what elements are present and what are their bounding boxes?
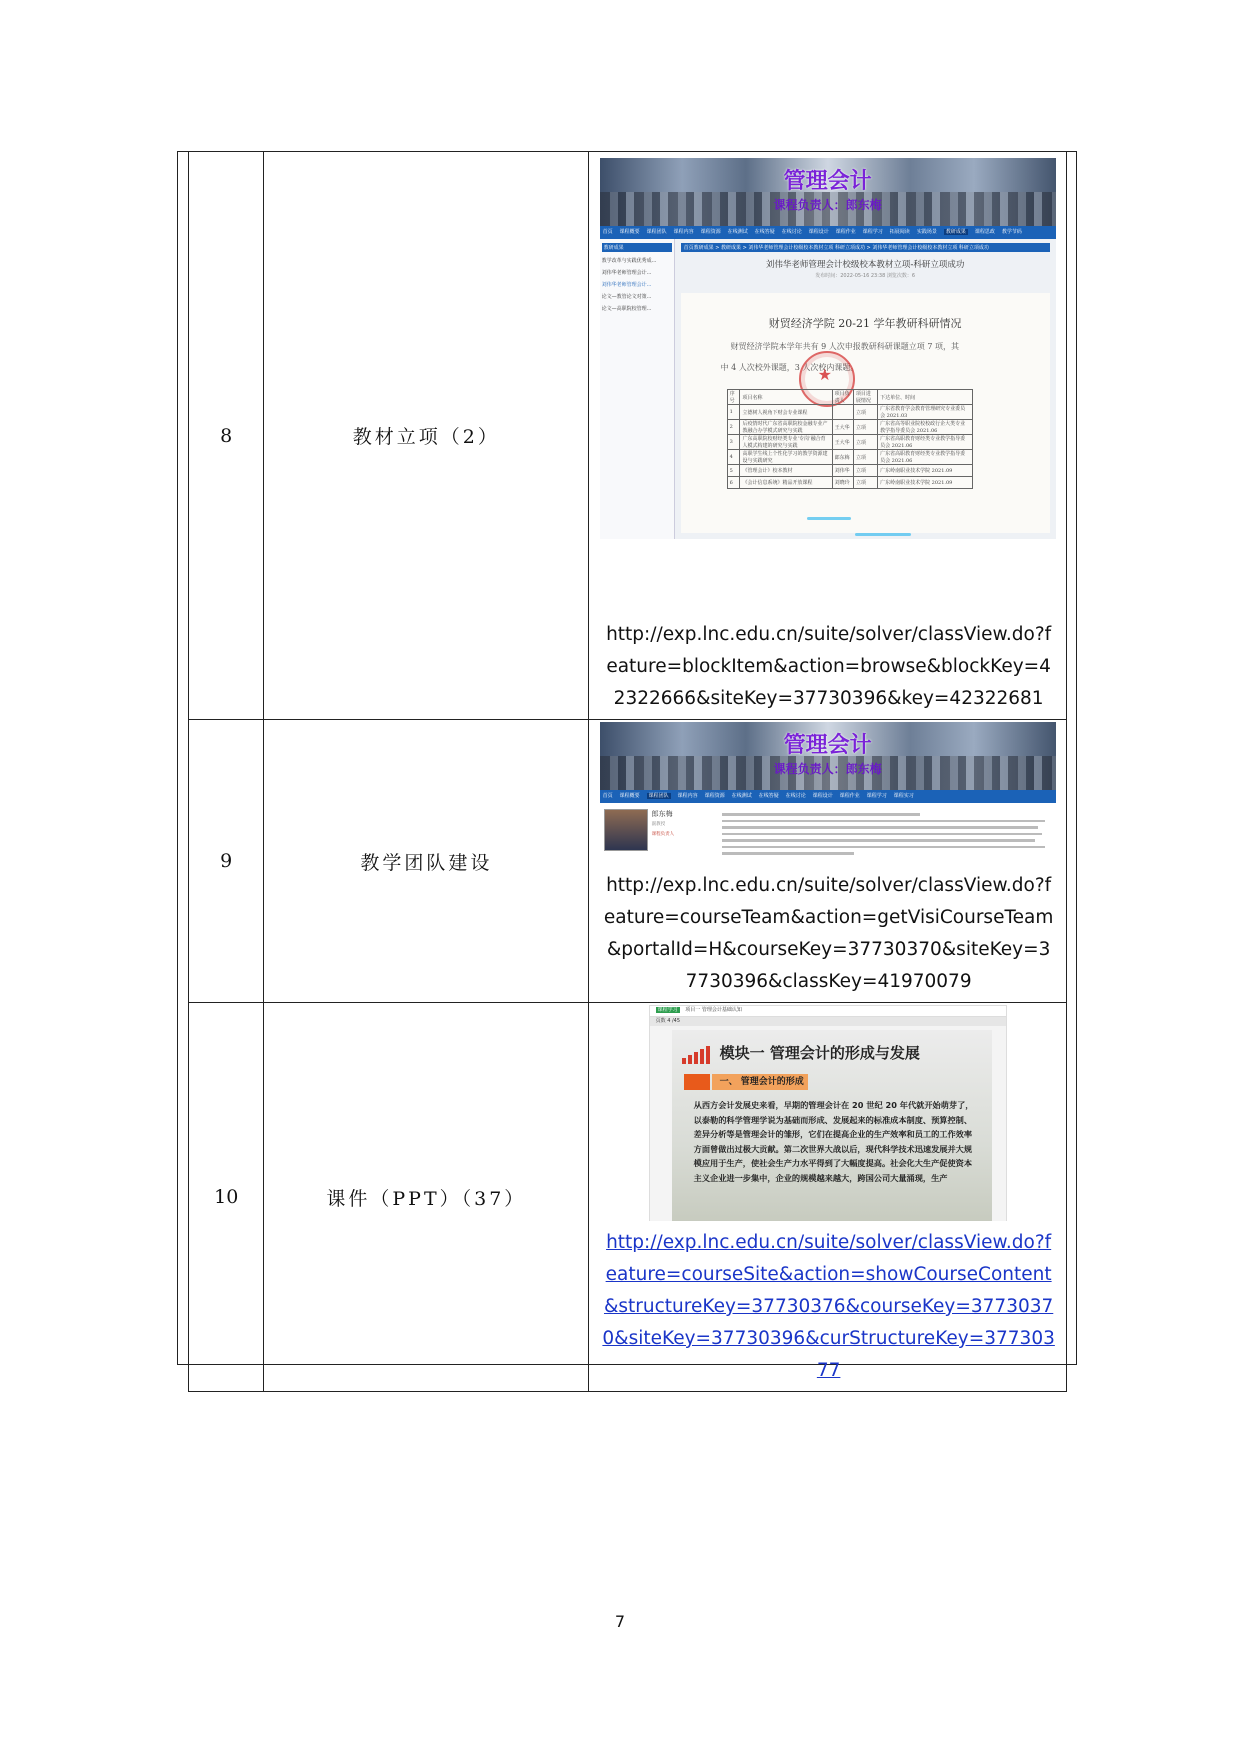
nav-item[interactable]: 在线答疑 <box>754 229 775 235</box>
nav-item[interactable]: 在线讨论 <box>781 229 802 235</box>
avatar <box>604 809 648 851</box>
course-nav <box>600 790 1056 803</box>
table-cell: 5 <box>727 465 740 477</box>
sidebar-item[interactable]: 论文—教管论文对策... <box>601 294 652 300</box>
nav-item[interactable]: 课程设计 <box>808 229 829 235</box>
nav-item[interactable]: 课程内容 <box>673 229 694 235</box>
table-cell: 广东省高职教育财经类专业教学指导委员会 2021.06 <box>878 450 973 465</box>
row-content <box>589 152 1067 720</box>
nav-item[interactable]: 课程思政 <box>974 229 995 235</box>
nav-item[interactable]: 课程学习 <box>866 793 887 799</box>
sidebar <box>600 239 675 539</box>
table-row <box>727 450 972 465</box>
table-header-cell: 项目名称 <box>740 390 832 405</box>
sidebar-heading: 教研成果 <box>602 243 672 252</box>
table-cell: 《会计信息系统》精品开放课程 <box>740 477 832 489</box>
nav-item[interactable]: 在线测试 <box>727 229 748 235</box>
nav-item[interactable]: 课程资源 <box>704 793 725 799</box>
evidence-url[interactable]: http://exp.lnc.edu.cn/suite/solver/classView.do?feature=blockItem&action=browse&blockKey=42322666&siteKey=37730396&key=42322681 <box>606 624 1052 709</box>
article-pane <box>675 239 1056 539</box>
evidence-table <box>188 151 1067 1392</box>
member-name: 郎东梅 <box>651 810 673 818</box>
table-cell: 6 <box>727 477 740 489</box>
table-cell: 后疫情时代广东省高职院校金融专业产教融合办学模式研究与实践 <box>740 420 832 435</box>
table-cell: 刘晓玲 <box>832 477 853 489</box>
sidebar-item[interactable]: 刘伟华老师管理会计... <box>601 270 652 276</box>
table-cell: 立项 <box>853 405 877 420</box>
section-title <box>712 1074 808 1090</box>
row-number: 10 <box>189 1003 264 1392</box>
banner-subtitle: 课程负责人：郎东梅 <box>773 762 882 776</box>
member-role-link[interactable]: 课程负责人 <box>651 832 675 837</box>
slide <box>672 1030 992 1221</box>
table-row <box>727 435 972 450</box>
slide-title: 模块一 管理会计的形成与发展 <box>719 1044 920 1062</box>
document-photo <box>681 293 1050 533</box>
nav-item[interactable]: 课程设计 <box>812 793 833 799</box>
course-nav <box>600 226 1056 239</box>
evidence-url[interactable]: http://exp.lnc.edu.cn/suite/solver/classView.do?feature=courseTeam&action=getVisiCourseTeam&portalId=H&courseKey=37730370&siteKey=37730396&classKey=41970079 <box>603 875 1054 992</box>
highlight-mark <box>855 533 911 536</box>
team-member-card <box>600 803 1056 864</box>
table-row <box>189 1003 1067 1392</box>
screenshot-courseware <box>649 1005 1007 1221</box>
table-row <box>727 477 972 489</box>
table-cell: 4 <box>727 450 740 465</box>
evidence-link[interactable]: http://exp.lnc.edu.cn/suite/solver/classView.do?feature=courseSite&action=showCourseContent&structureKey=37730376&courseKey=37730370&siteKey=37730396&curStructureKey=37730377 <box>602 1232 1055 1381</box>
document-title: 财贸经济学院 20-21 学年教研科研情况 <box>768 317 962 330</box>
table-cell: 广东岭南职业技术学院 2021.09 <box>878 477 973 489</box>
nav-item[interactable]: 拓展阅读 <box>889 229 910 235</box>
table-header-cell: 项目负责人 <box>832 390 853 405</box>
course-tag[interactable]: 课程学习 <box>657 1007 678 1013</box>
sidebar-item[interactable]: 刘伟华老师管理会计... <box>601 282 652 288</box>
table-cell: 2 <box>727 420 740 435</box>
row-number: 8 <box>189 152 264 720</box>
row-label: 课件（PPT）（37） <box>264 1003 589 1392</box>
table-row <box>727 405 972 420</box>
table-cell: 立项 <box>853 477 877 489</box>
table-row <box>727 420 972 435</box>
nav-item[interactable]: 课程学习 <box>862 229 883 235</box>
table-header-cell: 项目进展情况 <box>853 390 877 405</box>
nav-item[interactable]: 课程内容 <box>677 793 698 799</box>
sidebar-item[interactable]: 教学改革与实践优秀成... <box>601 258 657 264</box>
table-cell: 王大华 <box>832 435 853 450</box>
course-banner <box>600 158 1056 226</box>
member-description <box>722 809 1052 864</box>
table-cell: 1 <box>727 405 740 420</box>
document-line: 中 4 人次校外课题，3 人次校内课题。 <box>720 363 859 372</box>
nav-item[interactable]: 教研成果 <box>945 229 966 235</box>
nav-item[interactable]: 首页 <box>602 229 613 235</box>
highlight-mark <box>807 517 851 520</box>
table-header-cell: 下达单位、时间 <box>878 390 973 405</box>
nav-item[interactable]: 课程实习 <box>893 793 914 799</box>
table-row <box>189 720 1067 1003</box>
nav-item[interactable]: 在线答疑 <box>758 793 779 799</box>
nav-item[interactable]: 在线讨论 <box>785 793 806 799</box>
table-header-cell: 序号 <box>727 390 740 405</box>
table-cell: 广东岭南职业技术学院 2021.09 <box>878 465 973 477</box>
nav-item[interactable]: 课程团队 <box>648 793 669 799</box>
nav-item[interactable]: 课程资源 <box>700 229 721 235</box>
nav-item[interactable]: 在线测试 <box>731 793 752 799</box>
table-row <box>189 152 1067 720</box>
nav-item[interactable]: 首页 <box>602 793 613 799</box>
banner-subtitle: 课程负责人：郎东梅 <box>773 198 882 212</box>
nav-item[interactable]: 课程作业 <box>835 229 856 235</box>
section-number: 一、 <box>719 1077 738 1087</box>
table-row <box>727 465 972 477</box>
page-body <box>600 239 1056 539</box>
nav-item[interactable]: 课程团队 <box>646 229 667 235</box>
slide-paragraph: 从西方会计发展史来看，早期的管理会计在 20 世纪 20 年代就开始萌芽了，以泰勒的科学管理学说为基础而形成、发展起来的标准成本制度、预算控制、差异分析等是管理会计的雏形，它们在提高企业的生产效率和员工的工作效率方面曾做出过极大贡献。第二次世界大战以后，现代科学技术迅速发展并大规模应用于生产，使社会生产力水平得到了大幅度提高。社会化大生产促使资本主义企业进一步集中，企业的规模越来越大，跨国公司大量涌现，生产 <box>693 1100 974 1183</box>
row-label: 教材立项（2） <box>264 152 589 720</box>
row-number: 9 <box>189 720 264 1003</box>
table-cell: 3 <box>727 435 740 450</box>
nav-item[interactable]: 课程概要 <box>619 793 640 799</box>
member-info <box>648 809 722 864</box>
section-title-text: 管理会计的形成 <box>740 1077 804 1087</box>
breadcrumb: 首页教研成果 > 教研成果 > 刘伟华老师管理会计校级校本教材立项 科研立项成功 > 刘伟华老师管理会计校级校本教材立项 科研立项成功 <box>681 243 1050 252</box>
table-cell: 立项 <box>853 435 877 450</box>
member-title: 副教授 <box>651 822 666 827</box>
screenshot-teaching-team <box>600 722 1056 864</box>
table-cell: 刘伟华 <box>832 465 853 477</box>
page-number: 7 <box>614 1612 626 1631</box>
screenshot-teaching-material <box>600 158 1056 613</box>
row-content <box>589 720 1067 1003</box>
document-table <box>727 389 973 489</box>
course-path: 项目一 管理会计基础认知 <box>685 1007 742 1013</box>
table-cell: 广东高职院校财经类专业‘专岗’融合育人模式构建的研究与实践 <box>740 435 832 450</box>
course-banner <box>600 722 1056 790</box>
table-cell: 立项 <box>853 450 877 465</box>
table-cell: 高职学生线上个性化学习的教学资源建设与实践研究 <box>740 450 832 465</box>
document-line: 财贸经济学院本学年共有 9 人次申报教研科研课题立项 7 项，其 <box>730 342 959 351</box>
row-content <box>589 1003 1067 1392</box>
table-cell: 王大华 <box>832 420 853 435</box>
row-label: 教学团队建设 <box>264 720 589 1003</box>
table-cell: 立项 <box>853 420 877 435</box>
table-cell: 立德树人视角下财会专业课程 <box>740 405 832 420</box>
banner-title: 管理会计 <box>783 169 872 194</box>
sidebar-item[interactable]: 论文—高职院校管理... <box>601 306 652 312</box>
table-cell: 郎东梅 <box>832 450 853 465</box>
table-cell: 广东省高职教育财经类专业教学指导委员会 2021.06 <box>878 435 973 450</box>
article-meta: 发布时间：2022-05-16 23:38 浏览次数：6 <box>815 273 916 279</box>
banner-title: 管理会计 <box>783 733 872 758</box>
table-cell: 广东省教育学会教育管理研究专业委员会 2021.03 <box>878 405 973 420</box>
table-cell: 《管理会计》校本教材 <box>740 465 832 477</box>
table-cell: 立项 <box>853 465 877 477</box>
table-cell <box>832 405 853 420</box>
bar-chart-logo-icon <box>682 1046 710 1064</box>
article-title: 刘伟华老师管理会计校级校本教材立项-科研立项成功 <box>765 260 965 270</box>
nav-item[interactable]: 教学节码 <box>1001 229 1022 235</box>
nav-item[interactable]: 实践场景 <box>916 229 937 235</box>
ppt-viewer <box>649 1005 1007 1221</box>
viewer-toolbar <box>650 1017 1006 1026</box>
nav-item[interactable]: 课程作业 <box>839 793 860 799</box>
page-counter[interactable]: 页数 4 /45 <box>655 1018 681 1024</box>
nav-item[interactable]: 课程概要 <box>619 229 640 235</box>
section-number-block <box>684 1074 710 1090</box>
viewer-topbar <box>650 1006 1006 1017</box>
table-cell: 广东省高等职业院校校政行企大类专业教学指导委员会 2021.06 <box>878 420 973 435</box>
